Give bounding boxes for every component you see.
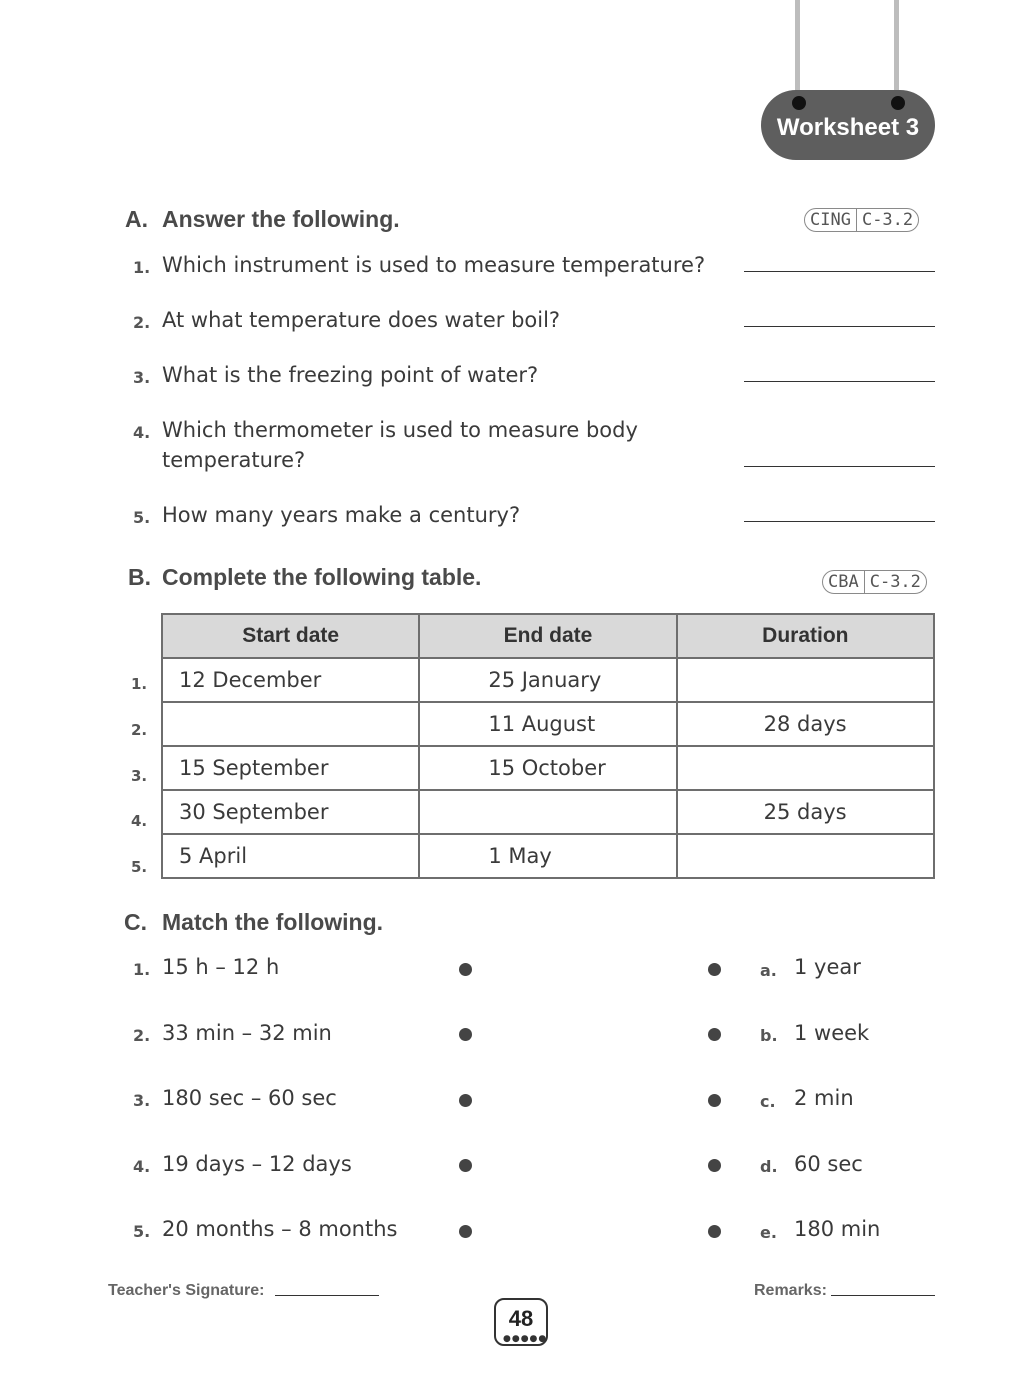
section-b-tag-skill: CBA bbox=[828, 572, 859, 592]
header-start-date: Start date bbox=[162, 614, 419, 658]
match-left-1-text: 15 h – 12 h bbox=[162, 955, 280, 979]
table-row-number: 3. bbox=[131, 767, 148, 785]
table-row-number: 1. bbox=[131, 675, 148, 693]
match-left-5-number: 5. bbox=[133, 1222, 151, 1241]
question-1-text: Which instrument is used to measure temperature? bbox=[162, 253, 706, 277]
question-4-text: Which thermometer is used to measure body bbox=[162, 418, 638, 442]
start-date-cell[interactable] bbox=[162, 702, 419, 746]
match-right-c-letter: c. bbox=[760, 1092, 776, 1111]
match-right-c-text: 2 min bbox=[794, 1086, 854, 1110]
question-2-text: At what temperature does water boil? bbox=[162, 308, 561, 332]
teacher-signature-label: Teacher's Signature: bbox=[108, 1282, 265, 1299]
match-left-3-number: 3. bbox=[133, 1091, 151, 1110]
match-left-1-number: 1. bbox=[133, 960, 151, 979]
match-right-b-letter: b. bbox=[760, 1026, 778, 1045]
table-row bbox=[162, 702, 934, 746]
section-a-title: Answer the following. bbox=[162, 206, 400, 232]
question-5-text: How many years make a century? bbox=[162, 503, 521, 527]
match-left-2-number: 2. bbox=[133, 1026, 151, 1045]
match-right-c-dot[interactable] bbox=[708, 1094, 721, 1107]
match-left-3-text: 180 sec – 60 sec bbox=[162, 1086, 337, 1110]
section-a-tag-skill: CING bbox=[810, 210, 851, 230]
table-header-row bbox=[162, 614, 934, 658]
match-left-3-dot[interactable] bbox=[459, 1094, 472, 1107]
page-badge-dots-icon: ●●●●● bbox=[503, 1334, 548, 1344]
table-row-number: 2. bbox=[131, 721, 148, 739]
header-end-date: End date bbox=[419, 614, 676, 658]
question-2-number: 2. bbox=[133, 313, 151, 332]
question-4-text-line2: temperature? bbox=[162, 448, 306, 472]
section-c-letter: C. bbox=[124, 909, 147, 935]
end-date-cell[interactable] bbox=[419, 790, 676, 834]
match-left-2-dot[interactable] bbox=[459, 1028, 472, 1041]
table-row bbox=[162, 834, 934, 878]
question-5-number: 5. bbox=[133, 508, 151, 527]
duration-table bbox=[161, 613, 935, 879]
end-date-cell[interactable]: 1 May bbox=[419, 834, 676, 878]
question-4-number: 4. bbox=[133, 423, 151, 442]
match-right-e-letter: e. bbox=[760, 1223, 777, 1242]
match-right-d-text: 60 sec bbox=[794, 1152, 863, 1176]
match-right-e-text: 180 min bbox=[794, 1217, 881, 1241]
question-3-number: 3. bbox=[133, 368, 151, 387]
start-date-cell[interactable]: 5 April bbox=[162, 834, 419, 878]
end-date-cell[interactable]: 11 August bbox=[419, 702, 676, 746]
start-date-cell[interactable]: 12 December bbox=[162, 658, 419, 702]
start-date-cell[interactable]: 15 September bbox=[162, 746, 419, 790]
question-1-number: 1. bbox=[133, 258, 151, 277]
end-date-cell[interactable]: 15 October bbox=[419, 746, 676, 790]
match-right-b-text: 1 week bbox=[794, 1021, 870, 1045]
question-1-answer-line[interactable] bbox=[744, 271, 935, 272]
duration-cell[interactable] bbox=[677, 746, 934, 790]
match-right-e-dot[interactable] bbox=[708, 1225, 721, 1238]
match-left-2-text: 33 min – 32 min bbox=[162, 1021, 332, 1045]
badge-string-right bbox=[894, 0, 899, 98]
match-left-5-dot[interactable] bbox=[459, 1225, 472, 1238]
match-left-4-dot[interactable] bbox=[459, 1159, 472, 1172]
question-5-answer-line[interactable] bbox=[744, 521, 935, 522]
match-right-b-dot[interactable] bbox=[708, 1028, 721, 1041]
section-b-tag bbox=[822, 570, 927, 594]
match-left-1-dot[interactable] bbox=[459, 963, 472, 976]
table-row-number: 5. bbox=[131, 858, 148, 876]
section-a-tag bbox=[804, 208, 919, 232]
match-right-a-letter: a. bbox=[760, 961, 777, 980]
section-a-tag-code: C-3.2 bbox=[856, 209, 918, 231]
header-duration: Duration bbox=[677, 614, 934, 658]
worksheet-badge-label: Worksheet 3 bbox=[776, 114, 920, 141]
table-row bbox=[162, 658, 934, 702]
question-2-answer-line[interactable] bbox=[744, 326, 935, 327]
match-right-d-letter: d. bbox=[760, 1157, 778, 1176]
duration-cell[interactable] bbox=[677, 658, 934, 702]
remarks-line[interactable] bbox=[831, 1295, 935, 1296]
duration-cell[interactable]: 25 days bbox=[677, 790, 934, 834]
duration-cell[interactable]: 28 days bbox=[677, 702, 934, 746]
start-date-cell[interactable]: 30 September bbox=[162, 790, 419, 834]
worksheet-badge bbox=[761, 90, 935, 160]
page-number: 48 bbox=[508, 1306, 534, 1331]
table-row-number: 4. bbox=[131, 812, 148, 830]
badge-hook-right-icon bbox=[891, 96, 905, 110]
match-right-a-dot[interactable] bbox=[708, 963, 721, 976]
teacher-signature-line[interactable] bbox=[275, 1295, 379, 1296]
section-b-letter: B. bbox=[128, 564, 151, 590]
match-left-5-text: 20 months – 8 months bbox=[162, 1217, 398, 1241]
table-row bbox=[162, 746, 934, 790]
duration-cell[interactable] bbox=[677, 834, 934, 878]
table-row bbox=[162, 790, 934, 834]
badge-string-left bbox=[795, 0, 800, 98]
question-4-answer-line[interactable] bbox=[744, 466, 935, 467]
match-left-4-text: 19 days – 12 days bbox=[162, 1152, 352, 1176]
match-right-a-text: 1 year bbox=[794, 955, 861, 979]
end-date-cell[interactable]: 25 January bbox=[419, 658, 676, 702]
section-b-title: Complete the following table. bbox=[162, 564, 482, 590]
match-right-d-dot[interactable] bbox=[708, 1159, 721, 1172]
match-left-4-number: 4. bbox=[133, 1157, 151, 1176]
question-3-answer-line[interactable] bbox=[744, 381, 935, 382]
section-b-tag-code: C-3.2 bbox=[864, 571, 926, 593]
badge-hook-left-icon bbox=[792, 96, 806, 110]
section-c-title: Match the following. bbox=[162, 909, 384, 935]
section-a-letter: A. bbox=[125, 206, 148, 232]
remarks-label: Remarks: bbox=[754, 1282, 827, 1299]
question-3-text: What is the freezing point of water? bbox=[162, 363, 539, 387]
